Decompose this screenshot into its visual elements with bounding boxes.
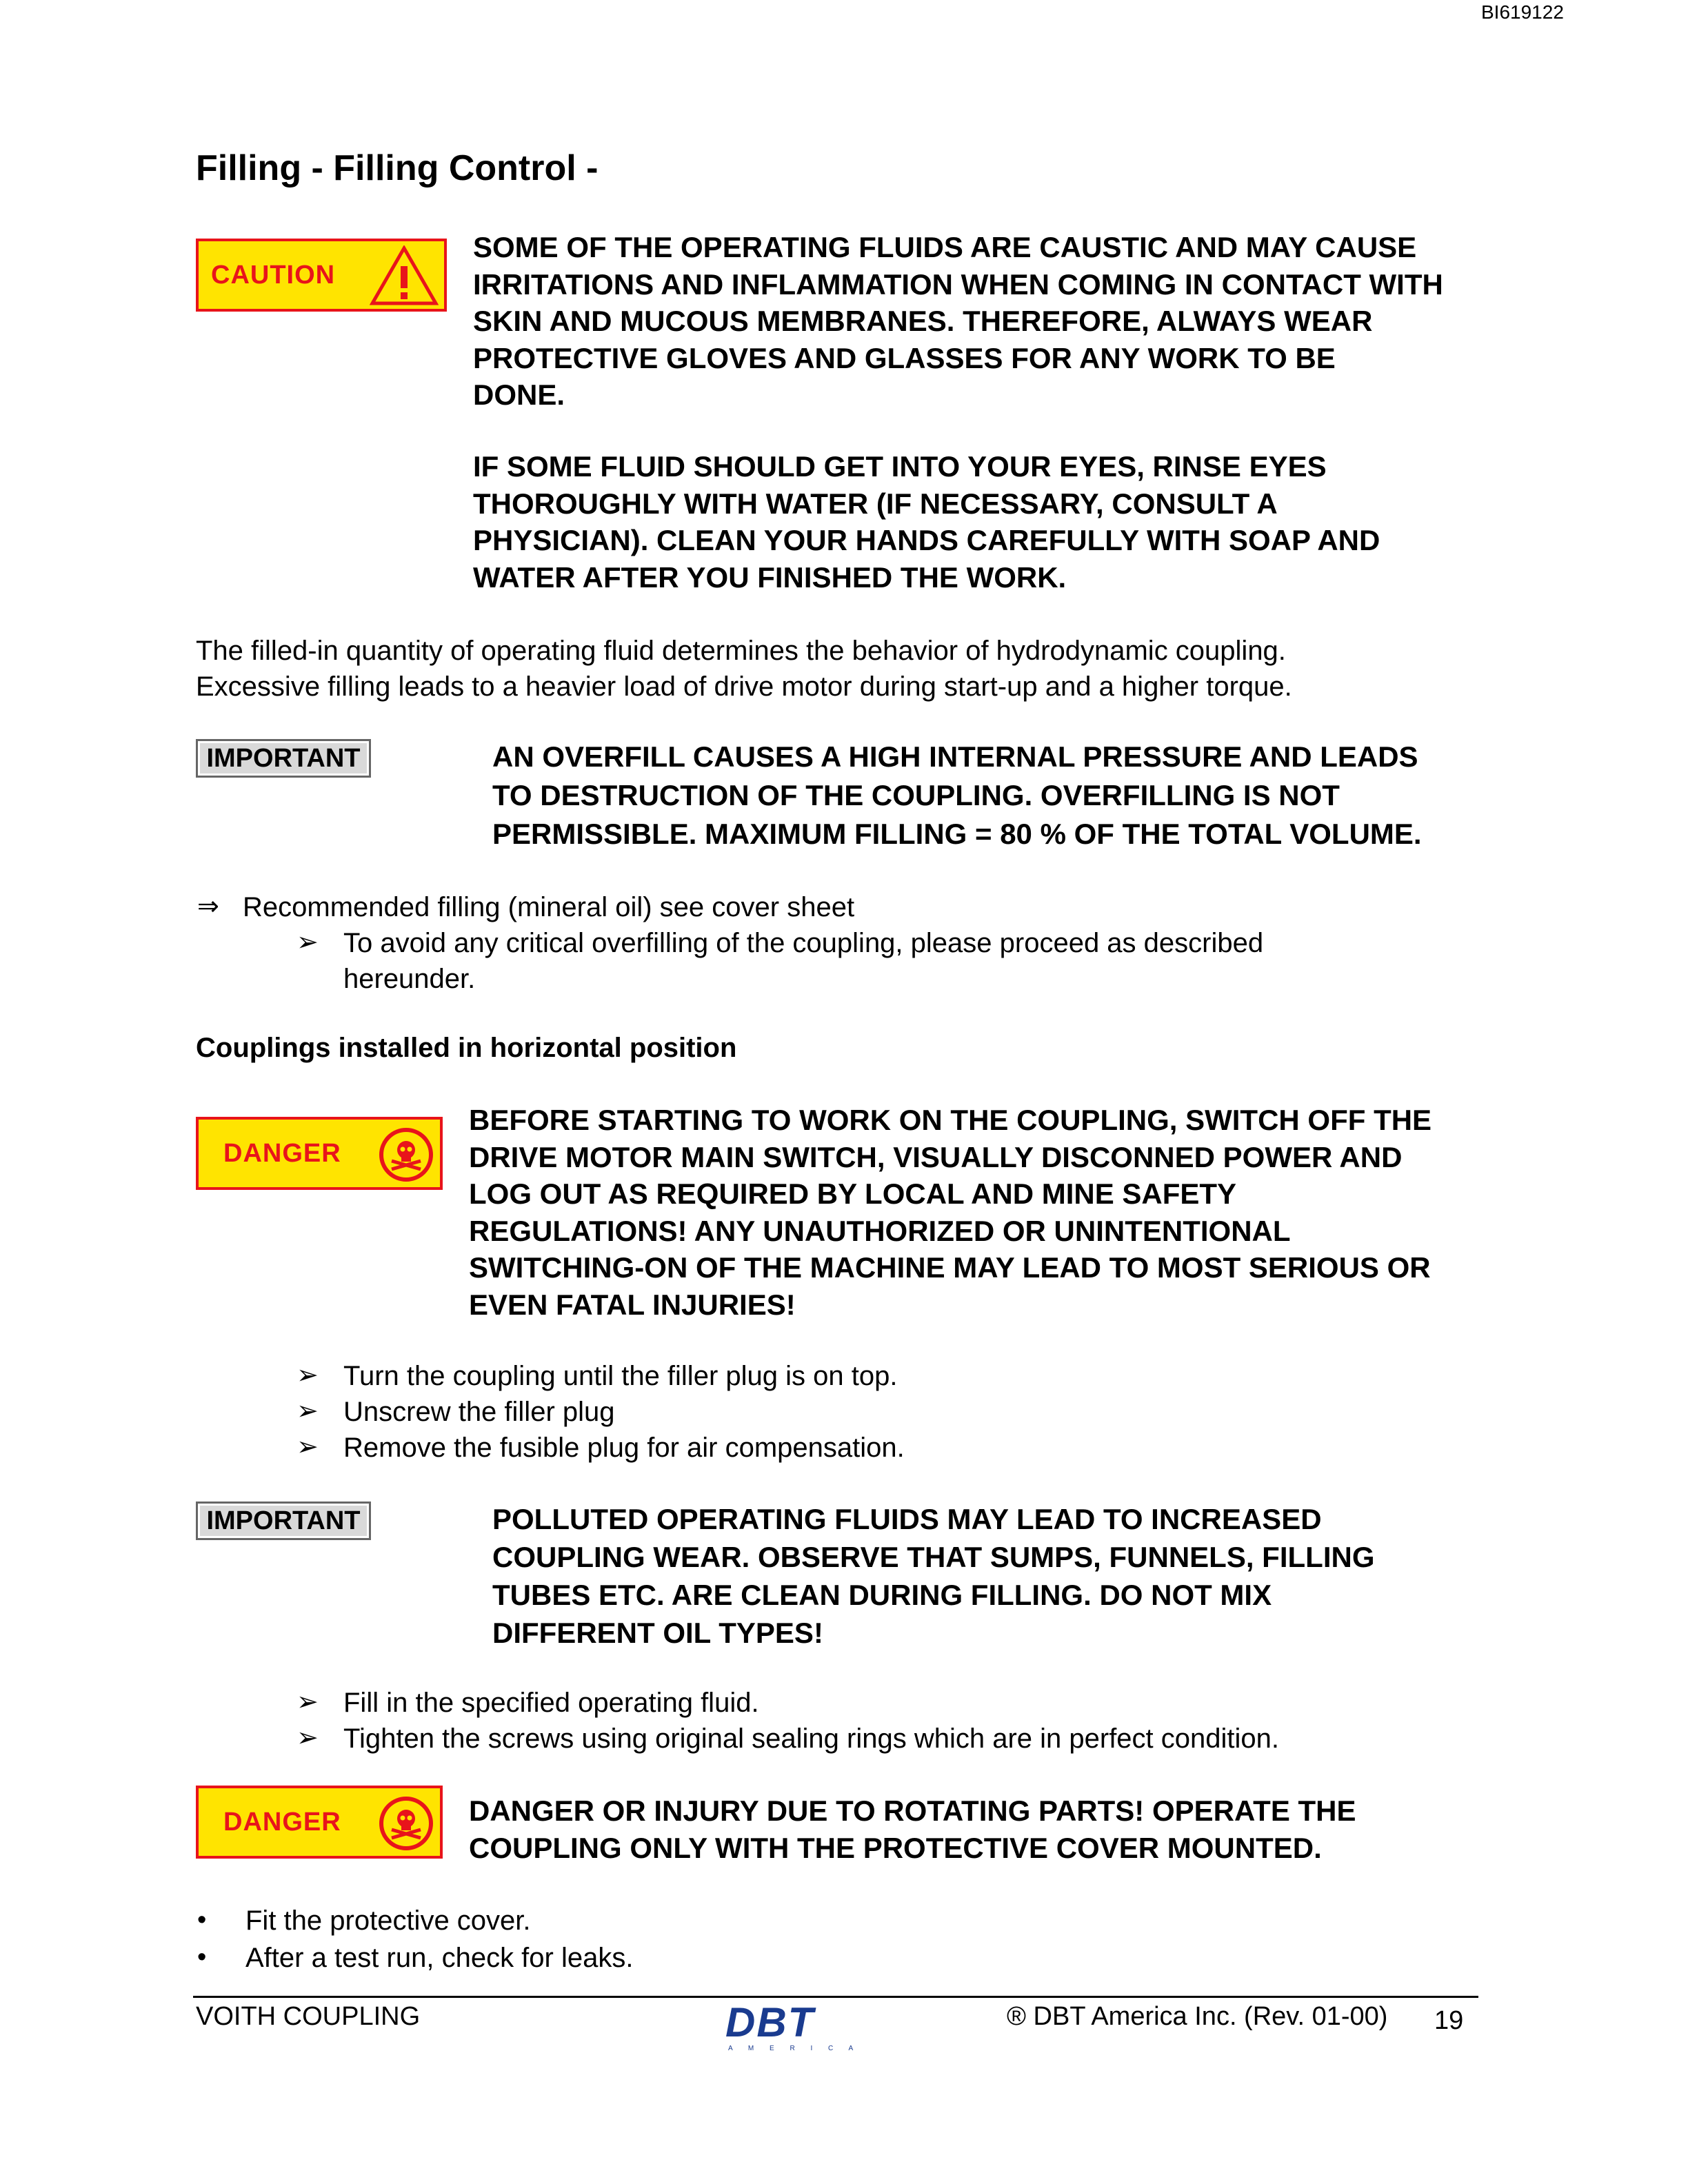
page-title: Filling - Filling Control - bbox=[196, 148, 599, 188]
text-line: PROTECTIVE GLOVES AND GLASSES FOR ANY WORK TO BE bbox=[473, 341, 1336, 374]
text-line: TO DESTRUCTION OF THE COUPLING. OVERFILLING IS NOT bbox=[492, 779, 1340, 811]
text-line: COUPLING WEAR. OBSERVE THAT SUMPS, FUNNELS, FILLING bbox=[492, 1541, 1375, 1573]
footer-divider bbox=[193, 1996, 1478, 1998]
important-text-overfill bbox=[492, 738, 1422, 853]
final-step-fit-cover: Fit the protective cover. bbox=[245, 1905, 531, 1936]
step-turn-coupling: Turn the coupling until the filler plug is on top. bbox=[343, 1361, 898, 1391]
bullet-icon: • bbox=[197, 1943, 207, 1972]
dbt-logo bbox=[725, 2001, 863, 2063]
important-text-polluted bbox=[492, 1500, 1374, 1652]
danger-sign bbox=[196, 1786, 443, 1859]
text-line: Excessive filling leads to a heavier load of drive motor during start-up and a higher torque. bbox=[196, 671, 1292, 702]
arrow-bullet-icon: ➢ bbox=[297, 1361, 319, 1390]
warning-triangle-icon bbox=[370, 245, 439, 310]
text-line: TUBES ETC. ARE CLEAN DURING FILLING. DO NOT MIX bbox=[492, 1579, 1272, 1611]
logo-subtext: A M E R I C A bbox=[728, 2045, 861, 2052]
step-unscrew-plug: Unscrew the filler plug bbox=[343, 1397, 615, 1427]
text-line: DIFFERENT OIL TYPES! bbox=[492, 1617, 823, 1649]
text-line: BEFORE STARTING TO WORK ON THE COUPLING, SWITCH OFF THE bbox=[469, 1104, 1432, 1136]
text-line: REGULATIONS! ANY UNAUTHORIZED OR UNINTENTIONAL bbox=[469, 1214, 1291, 1247]
text-line: POLLUTED OPERATING FLUIDS MAY LEAD TO INCREASED bbox=[492, 1503, 1322, 1535]
text-line: IRRITATIONS AND INFLAMMATION WHEN COMING IN CONTACT WITH bbox=[473, 267, 1443, 301]
text-line: EVEN FATAL INJURIES! bbox=[469, 1288, 796, 1321]
bullet-icon: • bbox=[197, 1905, 207, 1934]
important-badge: IMPORTANT bbox=[196, 1502, 371, 1540]
text-line: THOROUGHLY WITH WATER (IF NECESSARY, CONSULT A bbox=[473, 487, 1278, 520]
caution-text-eyes bbox=[473, 448, 1380, 596]
text-line: AN OVERFILL CAUSES A HIGH INTERNAL PRESSURE AND LEADS bbox=[492, 740, 1418, 773]
arrow-bullet-icon: ➢ bbox=[297, 1723, 319, 1752]
step-tighten-screws: Tighten the screws using original sealing rings which are in perfect condition. bbox=[343, 1723, 1280, 1754]
skull-crossbones-icon bbox=[378, 1795, 434, 1855]
text-line: SKIN AND MUCOUS MEMBRANES. THEREFORE, ALWAYS WEAR bbox=[473, 305, 1373, 337]
section-subheading: Couplings installed in horizontal position bbox=[196, 1033, 737, 1063]
step-remove-fusible-plug: Remove the fusible plug for air compensation. bbox=[343, 1433, 905, 1463]
text-line: PHYSICIAN). CLEAN YOUR HANDS CAREFULLY WITH SOAP AND bbox=[473, 524, 1380, 556]
recommended-filling: Recommended filling (mineral oil) see cover sheet bbox=[243, 892, 855, 922]
text-line: SWITCHING-ON OF THE MACHINE MAY LEAD TO MOST SERIOUS OR bbox=[469, 1251, 1431, 1284]
final-step-check-leaks: After a test run, check for leaks. bbox=[245, 1943, 634, 1973]
danger-label: DANGER bbox=[223, 1807, 341, 1837]
caution-label: CAUTION bbox=[211, 260, 336, 290]
arrow-bullet-icon: ➢ bbox=[297, 1433, 319, 1462]
important-badge: IMPORTANT bbox=[196, 739, 371, 778]
footer-copyright: ® DBT America Inc. (Rev. 01-00) bbox=[1007, 2002, 1388, 2031]
step-fill-fluid: Fill in the specified operating fluid. bbox=[343, 1688, 759, 1718]
caution-text bbox=[473, 229, 1443, 414]
text-line: SOME OF THE OPERATING FLUIDS ARE CAUSTIC AND MAY CAUSE bbox=[473, 231, 1417, 263]
document-id: BI619122 bbox=[1481, 1, 1564, 23]
implies-arrow-icon: ⇒ bbox=[197, 892, 219, 921]
text-line: COUPLING ONLY WITH THE PROTECTIVE COVER MOUNTED. bbox=[469, 1831, 1322, 1864]
danger-label: DANGER bbox=[223, 1138, 341, 1168]
text-line: hereunder. bbox=[343, 964, 476, 994]
text-line: WATER AFTER YOU FINISHED THE WORK. bbox=[473, 560, 1067, 594]
text-line: The filled-in quantity of operating fluid determines the behavior of hydrodynamic coupling. bbox=[196, 636, 1286, 666]
text-line: DRIVE MOTOR MAIN SWITCH, VISUALLY DISCONNED POWER AND bbox=[469, 1140, 1403, 1173]
skull-crossbones-icon bbox=[378, 1126, 434, 1186]
text-line: DANGER OR INJURY DUE TO ROTATING PARTS! OPERATE THE bbox=[469, 1794, 1356, 1827]
logo-text: DBT bbox=[725, 1999, 815, 2045]
text-line: PERMISSIBLE. MAXIMUM FILLING = 80 % OF THE TOTAL VOLUME. bbox=[492, 818, 1422, 850]
text-line: DONE. bbox=[473, 378, 565, 411]
arrow-bullet-icon: ➢ bbox=[297, 1688, 319, 1717]
page-number: 19 bbox=[1434, 2006, 1464, 2035]
footer-left: VOITH COUPLING bbox=[196, 2002, 421, 2031]
danger-sign bbox=[196, 1117, 443, 1190]
arrow-bullet-icon: ➢ bbox=[297, 1397, 319, 1426]
danger-text-switch-off bbox=[469, 1102, 1431, 1323]
text-line: To avoid any critical overfilling of the coupling, please proceed as described bbox=[343, 928, 1264, 958]
caution-sign bbox=[196, 239, 447, 312]
text-line: LOG OUT AS REQUIRED BY LOCAL AND MINE SAFETY bbox=[469, 1177, 1237, 1210]
danger-text-rotating bbox=[469, 1792, 1356, 1866]
arrow-bullet-icon: ➢ bbox=[297, 928, 319, 957]
text-line: IF SOME FLUID SHOULD GET INTO YOUR EYES, RINSE EYES bbox=[473, 450, 1327, 483]
avoid-overfill-note bbox=[343, 925, 1263, 997]
intro-paragraph bbox=[196, 633, 1292, 705]
